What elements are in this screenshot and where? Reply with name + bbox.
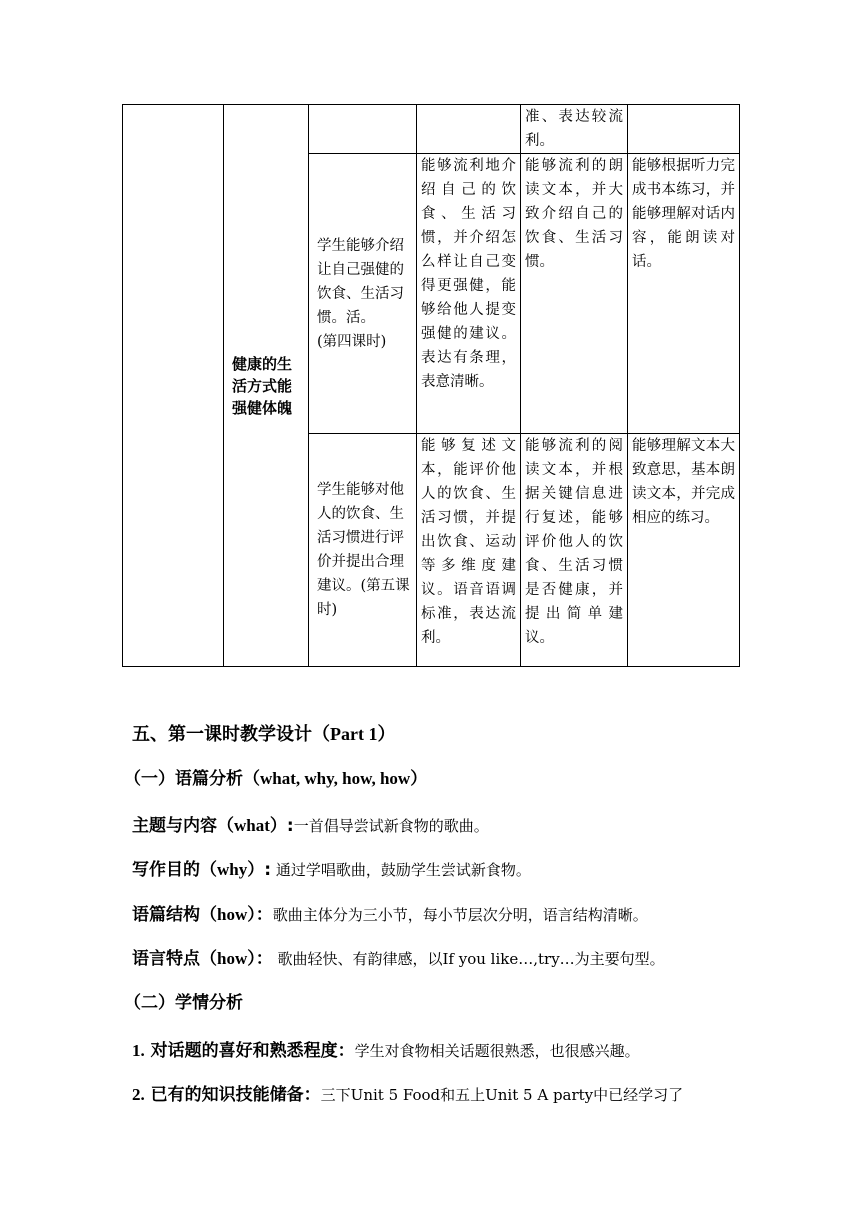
purpose-label-end: ）:	[247, 860, 272, 880]
item-2-label: 已有的知识技能储备：	[144, 1085, 321, 1105]
table-cell: 能够流利的朗读文本，并大致介绍自己的饮食、生活习惯。	[521, 154, 628, 434]
table-cell-objective: 学生能够对他人的饮食、生活习惯进行评价并提出合理建议。(第五课时)	[309, 434, 417, 667]
item-2-text: 三下Unit 5 Food和五上Unit 5 A party中已经学习了	[320, 1086, 684, 1104]
item-1-label: 对话题的喜好和熟悉程度：	[144, 1041, 355, 1061]
features-line	[132, 948, 665, 970]
table-cell: 准、表达较流利。	[521, 105, 628, 154]
structure-text: 歌曲主体分为三小节，每小节层次分明，语言结构清晰。	[272, 906, 648, 924]
features-label-en: how	[217, 949, 248, 968]
theme-label: 主题与内容（	[132, 816, 234, 836]
goals-table	[122, 104, 740, 667]
structure-label-en: how	[217, 905, 248, 924]
item-1-text: 学生对食物相关话题很熟悉，也很感兴趣。	[354, 1042, 640, 1060]
theme-label-end: ）:	[269, 816, 294, 836]
table-cell	[628, 105, 740, 154]
section-heading	[132, 723, 395, 746]
theme-label-en: what	[234, 816, 270, 835]
table-cell: 能够理解文本大致意思，基本朗读文本，并完成相应的练习。	[628, 434, 740, 667]
table-cell-empty	[123, 105, 224, 667]
features-label: 语言特点（	[132, 949, 217, 969]
table-cell: 能够复述文本，能评价他人的饮食、生活习惯，并提出饮食、运动等多维度建议。语音语调标准，表达流利。	[417, 434, 521, 667]
table-cell-theme: 健康的生活方式能强健体魄	[224, 105, 309, 667]
theme-text: 一首倡导尝试新食物的歌曲。	[293, 817, 489, 835]
objective-text: 学生能够介绍让自己强健的饮食、生活习惯。活。	[317, 237, 404, 326]
features-label-end: ）：	[247, 949, 273, 969]
table-row	[123, 105, 740, 154]
structure-label: 语篇结构（	[132, 905, 217, 925]
analysis-heading-end: ）	[410, 769, 428, 789]
purpose-text: 通过学唱歌曲，鼓励学生尝试新食物。	[271, 861, 531, 879]
item-2	[132, 1084, 683, 1106]
period-label: (第四课时)	[317, 333, 387, 350]
analysis-heading-en: what, why, how, how	[260, 769, 411, 788]
table-cell: 能够流利的阅读文本，并根据关键信息进行复述，能够评价他人的饮食、生活习惯是否健康，并提出简单建议。	[521, 434, 628, 667]
item-1-number: 1.	[132, 1041, 145, 1060]
purpose-line	[132, 859, 531, 881]
table-cell	[417, 105, 521, 154]
theme-line	[132, 815, 489, 837]
table-cell: 能够根据听力完成书本练习，并能够理解对话内容，能朗读对话。	[628, 154, 740, 434]
features-text: 歌曲轻快、有韵律感，以If you like…,try…为主要句型。	[272, 950, 665, 968]
heading-text: 五、第一课时教学设计（	[132, 724, 330, 745]
analysis-heading	[124, 768, 427, 790]
purpose-label: 写作目的（	[132, 860, 217, 880]
table-cell: 能够流利地介绍自己的饮食、生活习惯，并介绍怎么样让自己变得更强健，能够给他人提变强健的建议。表达有条理，表意清晰。	[417, 154, 521, 434]
learner-heading	[124, 992, 243, 1014]
learner-heading-text: （二）学情分析	[124, 993, 243, 1013]
table-cell	[309, 105, 417, 154]
analysis-heading-text: （一）语篇分析（	[124, 769, 260, 789]
item-2-number: 2.	[132, 1085, 145, 1104]
structure-line	[132, 904, 648, 926]
table-cell-objective	[309, 154, 417, 434]
structure-label-end: ）：	[247, 905, 273, 925]
heading-en: Part 1	[330, 724, 378, 744]
heading-end: ）	[377, 724, 396, 745]
item-1	[132, 1040, 640, 1062]
purpose-label-en: why	[217, 860, 248, 879]
